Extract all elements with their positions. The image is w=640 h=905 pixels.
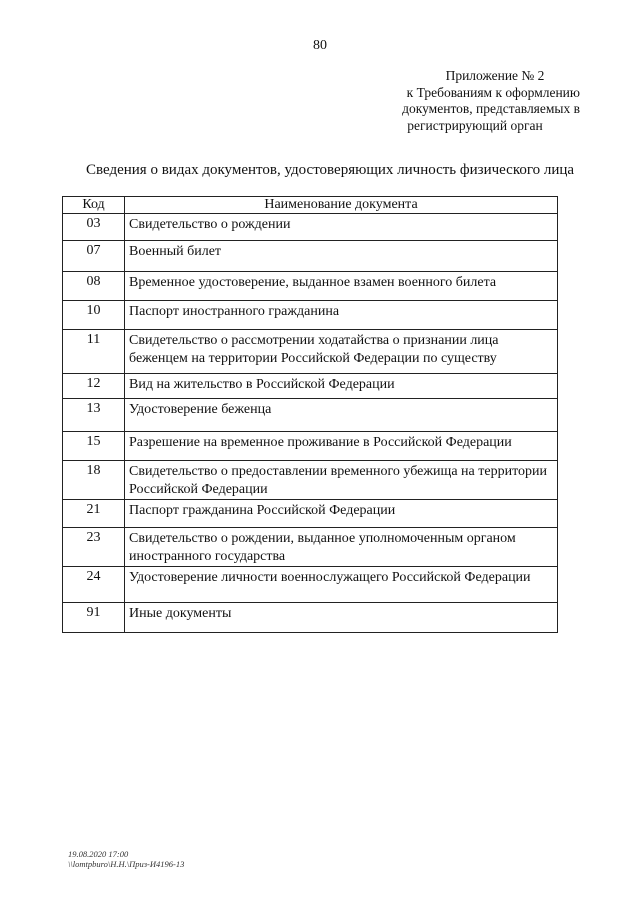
row-code: 08 <box>63 272 125 301</box>
table-row <box>63 603 558 633</box>
row-code: 10 <box>63 301 125 330</box>
row-code: 13 <box>63 399 125 432</box>
row-code: 23 <box>63 528 125 567</box>
row-document-name: Паспорт иностранного гражданина <box>125 301 558 330</box>
table-row <box>63 567 558 603</box>
document-types-table <box>62 196 558 633</box>
header-code: Код <box>63 197 125 214</box>
footer-path: \\lomtpburo\Н.Н.\Приз-И4196-13 <box>68 859 185 869</box>
row-code: 03 <box>63 214 125 241</box>
header-name: Наименование документа <box>125 197 558 214</box>
row-code: 18 <box>63 461 125 500</box>
table-row <box>63 330 558 374</box>
table-row <box>63 432 558 461</box>
table-row <box>63 461 558 500</box>
appendix-line: регистрирующий орган <box>407 117 543 133</box>
row-document-name: Удостоверение личности военнослужащего Российской Федерации <box>125 567 558 603</box>
row-code: 91 <box>63 603 125 633</box>
row-code: 24 <box>63 567 125 603</box>
table-row <box>63 301 558 330</box>
row-document-name: Свидетельство о предоставлении временного убежища на территории Российской Федерации <box>125 461 558 500</box>
row-document-name: Паспорт гражданина Российской Федерации <box>125 500 558 528</box>
row-document-name: Вид на жительство в Российской Федерации <box>125 374 558 399</box>
row-document-name: Удостоверение беженца <box>125 399 558 432</box>
row-code: 07 <box>63 241 125 272</box>
row-document-name: Временное удостоверение, выданное взамен военного билета <box>125 272 558 301</box>
table-row <box>63 399 558 432</box>
appendix-block <box>340 68 580 134</box>
table-row <box>63 272 558 301</box>
footer-stamp <box>68 849 184 869</box>
table-row <box>63 528 558 567</box>
table-row <box>63 500 558 528</box>
row-document-name: Военный билет <box>125 241 558 272</box>
footer-date: 19.08.2020 17:00 <box>68 849 129 859</box>
row-code: 11 <box>63 330 125 374</box>
row-code: 12 <box>63 374 125 399</box>
row-document-name: Иные документы <box>125 603 558 633</box>
row-code: 15 <box>63 432 125 461</box>
appendix-line: к Требованиям к оформлению <box>406 84 580 100</box>
row-document-name: Свидетельство о рождении, выданное уполномоченным органом иностранного государства <box>125 528 558 567</box>
appendix-line: документов, представляемых в <box>402 101 580 116</box>
row-document-name: Свидетельство о рассмотрении ходатайства о признании лица беженцем на территории Российской Федерации по существу <box>125 330 558 374</box>
appendix-line: Приложение № 2 <box>445 68 545 83</box>
table-row <box>63 214 558 241</box>
document-title: Сведения о видах документов, удостоверяющих личность физического лица <box>86 162 575 178</box>
table-row <box>63 374 558 399</box>
page-number: 80 <box>313 38 327 53</box>
row-document-name: Разрешение на временное проживание в Российской Федерации <box>125 432 558 461</box>
row-code: 21 <box>63 500 125 528</box>
table-row <box>63 241 558 272</box>
row-document-name: Свидетельство о рождении <box>125 214 558 241</box>
table-header-row <box>63 197 558 214</box>
